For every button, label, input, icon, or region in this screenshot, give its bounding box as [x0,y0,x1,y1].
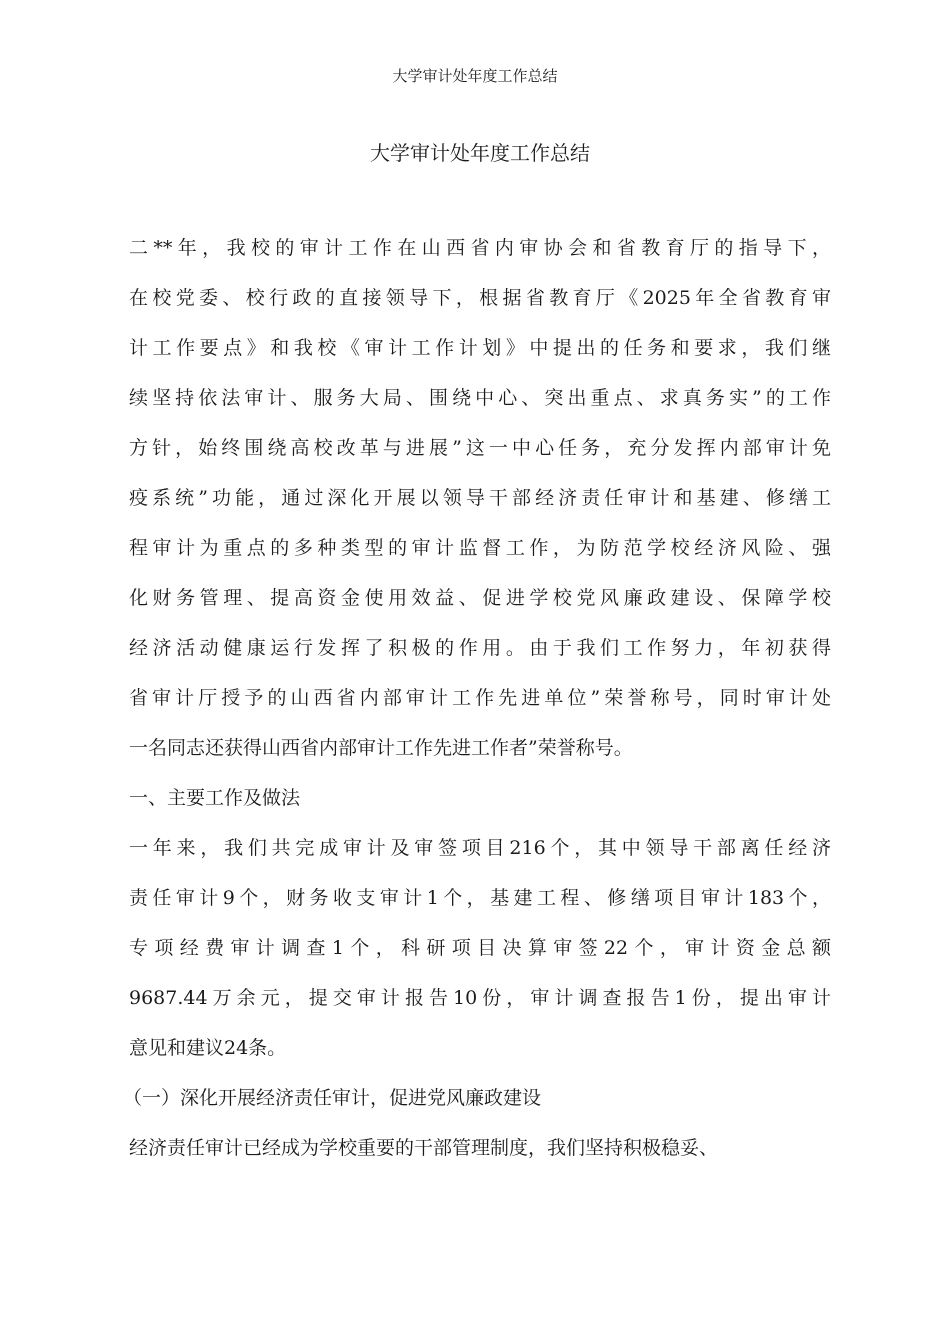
document-title: 大学审计处年度工作总结 [370,141,590,165]
paragraph-line: 一年来，我们共完成审计及审签项目216个，其中领导干部离任经济 [129,837,831,859]
paragraph-line: 9687.44万余元，提交审计报告10份，审计调查报告1份，提出审计 [129,987,831,1009]
document-body [123,223,831,1173]
paragraph-line: 经济活动健康运行发挥了积极的作用。由于我们工作努力，年初获得 [129,637,831,659]
paragraph-line: 意见和建议24条。 [129,1037,287,1059]
paragraph-line: 一名同志还获得山西省内部审计工作先进工作者”荣誉称号。 [129,737,633,759]
running-header: 大学审计处年度工作总结 [392,67,558,85]
paragraph-line: 省审计厅授予的山西省内部审计工作先进单位”荣誉称号，同时审计处 [129,687,831,709]
paragraph-line: 程审计为重点的多种类型的审计监督工作，为防范学校经济风险、强 [129,537,831,559]
paragraph-line: 方针，始终围绕高校改革与进展”这一中心任务，充分发挥内部审计免 [129,437,831,459]
paragraph-line: 疫系统”功能，通过深化开展以领导干部经济责任审计和基建、修缮工 [129,487,831,509]
paragraph-line: 化财务管理、提高资金使用效益、促进学校党风廉政建设、保障学校 [129,587,831,609]
paragraph-line: 经济责任审计已经成为学校重要的干部管理制度，我们坚持积极稳妥、 [129,1137,719,1159]
paragraph-line: 续坚持依法审计、服务大局、围绕中心、突出重点、求真务实”的工作 [129,387,831,409]
paragraph-line: 专项经费审计调查1个，科研项目决算审签22个，审计资金总额 [129,937,831,959]
paragraph-line: 一、主要工作及做法 [129,787,301,809]
paragraph-line: 责任审计9个，财务收支审计1个，基建工程、修缮项目审计183个， [129,887,831,909]
paragraph-line: 计工作要点》和我校《审计工作计划》中提出的任务和要求，我们继 [129,337,831,359]
section-subheading: （一）深化开展经济责任审计，促进党风廉政建设 [123,1087,542,1109]
paragraph-line: 在校党委、校行政的直接领导下，根据省教育厅《2025年全省教育审 [129,287,831,309]
paragraph-line: 二**年，我校的审计工作在山西省内审协会和省教育厅的指导下， [129,237,831,259]
